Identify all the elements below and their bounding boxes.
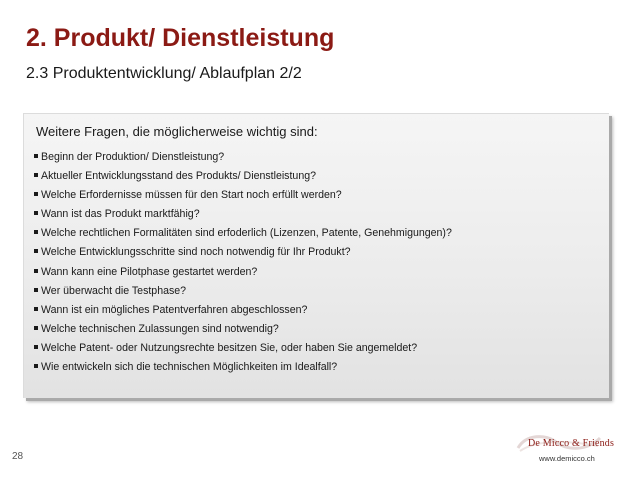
question-text: Wann ist das Produkt marktfähig? — [41, 208, 200, 221]
square-bullet-icon — [34, 154, 38, 158]
slide-subtitle: 2.3 Produktentwicklung/ Ablaufplan 2/2 — [26, 65, 302, 82]
square-bullet-icon — [34, 249, 38, 253]
list-item — [34, 339, 452, 358]
questions-box — [23, 113, 609, 398]
list-item — [34, 243, 452, 262]
list-item — [34, 358, 452, 377]
question-text: Welche Erfordernisse müssen für den Start noch erfüllt werden? — [41, 189, 342, 202]
list-item — [34, 320, 452, 339]
question-text: Welche Patent- oder Nutzungsrechte besitzen Sie, oder haben Sie angemeldet? — [41, 341, 418, 354]
slide-title: 2. Produkt/ Dienstleistung — [26, 24, 335, 52]
list-item — [34, 263, 452, 282]
square-bullet-icon — [34, 364, 38, 368]
logo-url: www.demicco.ch — [539, 454, 595, 463]
square-bullet-icon — [34, 230, 38, 234]
logo-wordmark: De Micco & Friends — [528, 438, 615, 449]
list-item — [34, 205, 452, 224]
list-item — [34, 148, 452, 167]
question-text: Beginn der Produktion/ Dienstleistung? — [41, 151, 225, 163]
question-text: Wann kann eine Pilotphase gestartet werden? — [41, 265, 258, 278]
question-text: Wer überwacht die Testphase? — [41, 284, 187, 297]
list-item — [34, 282, 452, 301]
square-bullet-icon — [34, 307, 38, 311]
square-bullet-icon — [34, 173, 38, 177]
page-number: 28 — [12, 451, 24, 462]
questions-list — [34, 148, 452, 377]
square-bullet-icon — [34, 345, 38, 349]
square-bullet-icon — [34, 211, 38, 215]
question-text: Aktueller Entwicklungsstand des Produkts/ Dienstleistung? — [41, 170, 316, 183]
square-bullet-icon — [34, 288, 38, 292]
question-text: Wie entwickeln sich die technischen Möglichkeiten im Idealfall? — [41, 361, 338, 374]
square-bullet-icon — [34, 326, 38, 330]
square-bullet-icon — [34, 192, 38, 196]
list-item — [34, 167, 452, 186]
question-text: Welche rechtlichen Formalitäten sind erfoderlich (Lizenzen, Patente, Genehmigungen)? — [41, 227, 452, 240]
company-logo — [516, 436, 615, 464]
list-item — [34, 301, 452, 320]
list-item — [34, 224, 452, 243]
question-text: Wann ist ein mögliches Patentverfahren abgeschlossen? — [41, 303, 308, 316]
square-bullet-icon — [34, 269, 38, 273]
question-text: Welche technischen Zulassungen sind notwendig? — [41, 322, 279, 335]
list-item — [34, 186, 452, 205]
questions-heading: Weitere Fragen, die möglicherweise wichtig sind: — [36, 124, 318, 139]
question-text: Welche Entwicklungsschritte sind noch notwendig für Ihr Produkt? — [41, 246, 351, 259]
